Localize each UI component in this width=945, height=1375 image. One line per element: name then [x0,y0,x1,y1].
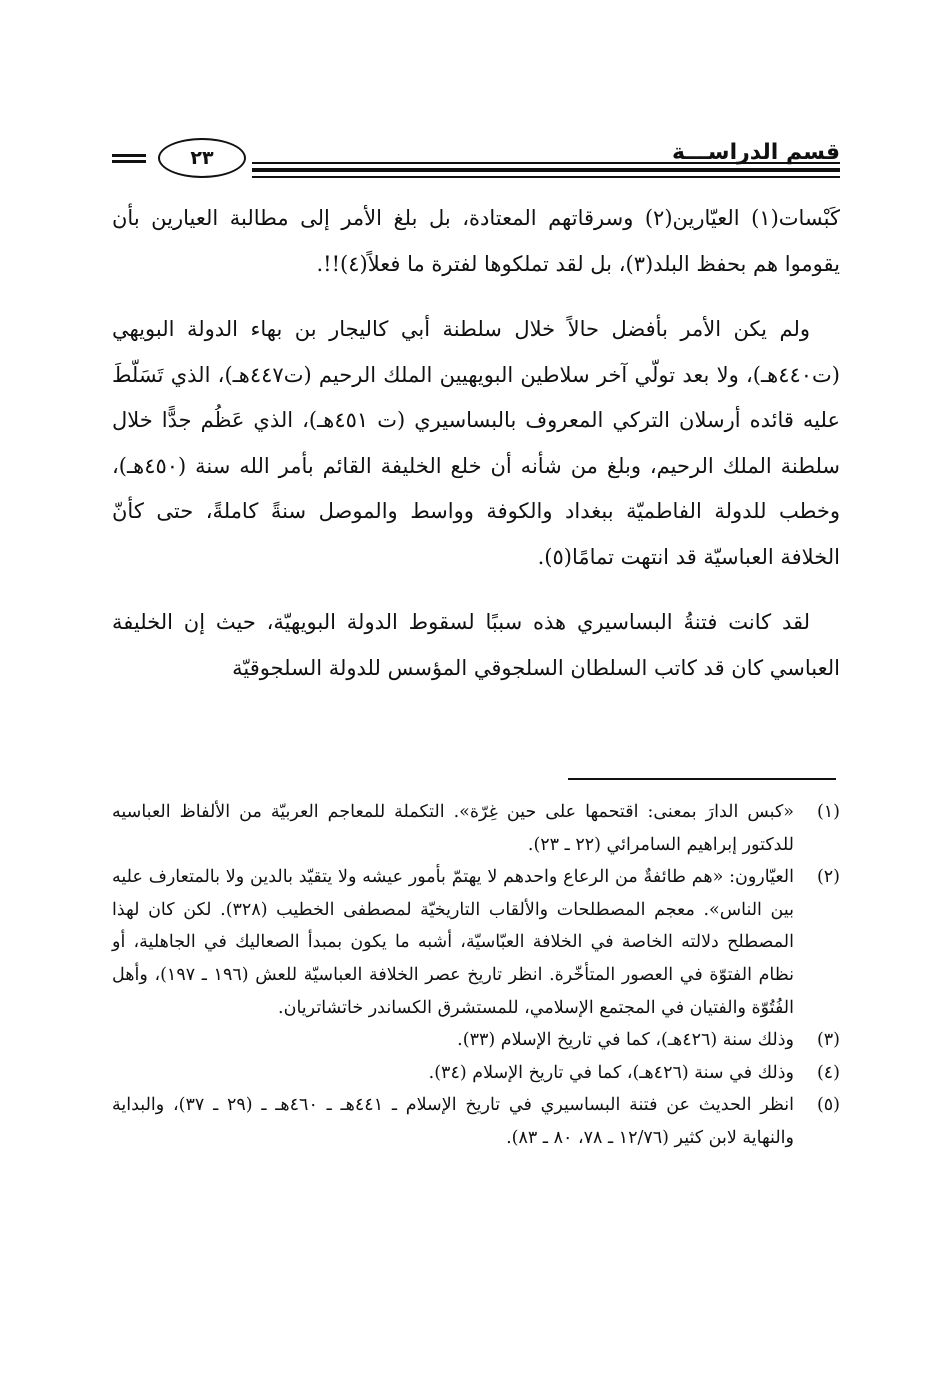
footnote [112,796,840,861]
paragraph: كَبْسات(١) العيّارين(٢) وسرقاتهم المعتادة، بل بلغ الأمر إلى مطالبة العيارين بأن يقوموا هم بحفظ البلد(٣)، بل لقد تملكوها لفترة ما فعلاً(٤)!!. [112,206,840,276]
footnote [112,1024,840,1057]
footnote-text: «كبس الدارَ بمعنى: اقتحمها على حين غِرّة». التكملة للمعاجم العربيّة من الألفاظ العباسيه للدكتور إبراهيم السامرائي (٢٢ ـ ٢٣). [112,802,794,855]
footnote-text: انظر الحديث عن فتنة البساسيري في تاريخ الإسلام ـ ٤٤١هـ ـ ٤٦٠هـ ـ (٢٩ ـ ٣٧)، والبداية والنهاية لابن كثير (١٢/٧٦ ـ ٧٨، ٨٠ ـ ٨٣). [112,1095,795,1148]
header-rule [252,176,840,178]
header-ornament [112,154,146,157]
footnote-text: وذلك سنة (٤٢٦هـ)، كما في تاريخ الإسلام (٣٣). [457,1030,794,1051]
footnote-number: (٤) [816,1062,840,1083]
footnote [112,1089,840,1154]
footnote-number: (٢) [816,867,840,888]
footnote [112,861,840,1024]
page-header [112,138,840,186]
footnote-separator [568,778,836,780]
footnote-text: وذلك في سنة (٤٢٦هـ)، كما في تاريخ الإسلام (٣٤). [428,1062,794,1083]
header-rule [252,168,840,172]
page-number: ٢٣ [158,138,246,178]
footnote-number: (٥) [816,1095,840,1116]
footnote-number: (١) [816,802,840,822]
footnote [112,1057,840,1090]
footnotes [112,796,840,1155]
paragraph: ولم يكن الأمر بأفضل حالاً خلال سلطنة أبي كاليجار بن بهاء الدولة البويهي (ت٤٤٠هـ)، ولا بعد تولّي آخر سلاطين البويهيين الملك الرحيم (ت٤٤٧هـ)، الذي تَسَلّطَ عليه قائده أرسلان التركي المعروف بالبساسيري (ت ٤٥١هـ)، الذي عَظُم جدًّا خلال سلطنة الملك الرحيم، وبلغ من شأنه أن خلع الخليفة القائم بأمر الله سنة (٤٥٠هـ)، وخطب للدولة الفاطميّة ببغداد والكوفة وواسط والموصل سنةً كاملةً، حتى كأنّ الخلافة العباسيّة قد انتهت تمامًا(٥). [112,317,841,569]
paragraph: لقد كانت فتنةُ البساسيري هذه سببًا لسقوط الدولة البويهيّة، حيث إن الخليفة العباسي كان قد كاتب السلطان السلجوقي المؤسس للدولة السلجوقيّة [112,610,840,680]
section-title: قسم الدراســـة [672,140,840,165]
header-ornament [112,160,146,163]
footnote-text: العيّارون: «هم طائفةٌ من الرعاع واحدهم لا يهتمّ بأمور عيشه ولا يتقيّد بالدين ولا بالمتعارف عليه بين الناس». معجم المصطلحات والألقاب التاريخيّة لمصطفى الخطيب (٣٢٨). لكن كان لهذا المصطلح دلالته الخاصة في الخلافة العبّاسيّة، أشبه ما يكون بمبدأ الصعاليك في الجاهلية، أو نظام الفتوّة في العصور المتأخّرة. انظر تاريخ عصر الخلافة العباسيّة للعش (١٩٦ ـ ١٩٧)، وأهل الفُتُوّة والفتيان في المجتمع الإسلامي، للمستشرق الكساندر خاتشاتريان. [112,867,795,1018]
footnote-number: (٣) [816,1030,840,1051]
main-text [112,196,840,691]
